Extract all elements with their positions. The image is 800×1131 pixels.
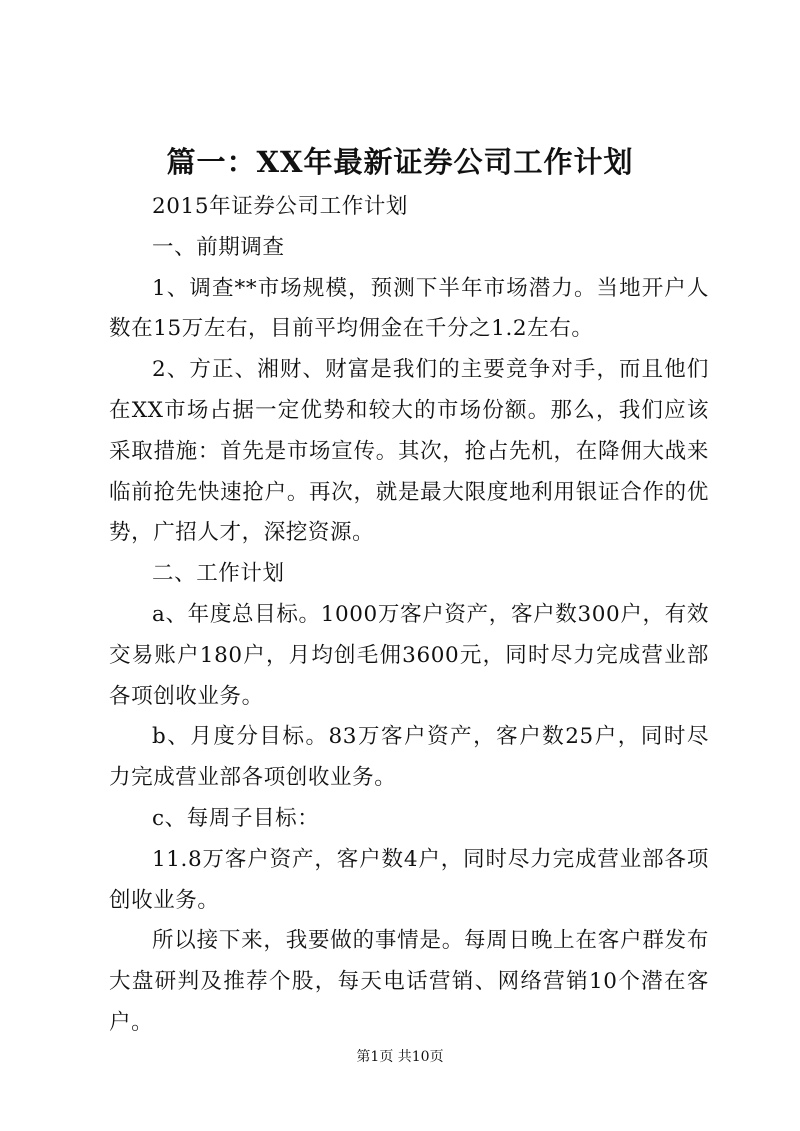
paragraph-weekly-goal-heading: c、每周子目标： xyxy=(152,805,320,831)
paragraph-annual-goal: a、年度总目标。1000万客户资产，客户数300户，有效交易账户180户，月均创毛佣3600元，同时尽力完成营业部各项创收业务。 xyxy=(109,601,709,709)
paragraph-market-survey: 1、调查**市场规模，预测下半年市场潜力。当地开户人数在15万左右，目前平均佣金在千分之1.2左右。 xyxy=(109,275,709,342)
section-heading-work-plan: 二、工作计划 xyxy=(152,561,285,587)
paragraph-weekly-goal: 11.8万客户资产，客户数4户，同时尽力完成营业部各项创收业务。 xyxy=(109,846,709,913)
paragraph-competitors: 2、方正、湘财、财富是我们的主要竞争对手，而且他们在XX市场占据一定优势和较大的市场份额。那么，我们应该采取措施：首先是市场宣传。其次，抢占先机，在降佣大战来临前抢先快速抢户。再次，就是最大限度地利用银证合作的优势，广招人才，深挖资源。 xyxy=(109,357,709,546)
document-body xyxy=(109,187,709,1044)
section-heading-preliminary-survey: 一、前期调查 xyxy=(152,234,285,260)
paragraph-monthly-goal: b、月度分目标。83万客户资产，客户数25户，同时尽力完成营业部各项创收业务。 xyxy=(109,724,709,791)
page-footer: 第1页 共10页 xyxy=(356,1049,444,1065)
paragraph-next-steps: 所以接下来，我要做的事情是。每周日晚上在客户群发布大盘研判及推荐个股，每天电话营销、网络营销10个潜在客户。 xyxy=(109,928,709,1035)
document-title: 篇一：XX年最新证券公司工作计划 xyxy=(166,145,634,179)
paragraph-subtitle: 2015年证券公司工作计划 xyxy=(152,194,409,219)
